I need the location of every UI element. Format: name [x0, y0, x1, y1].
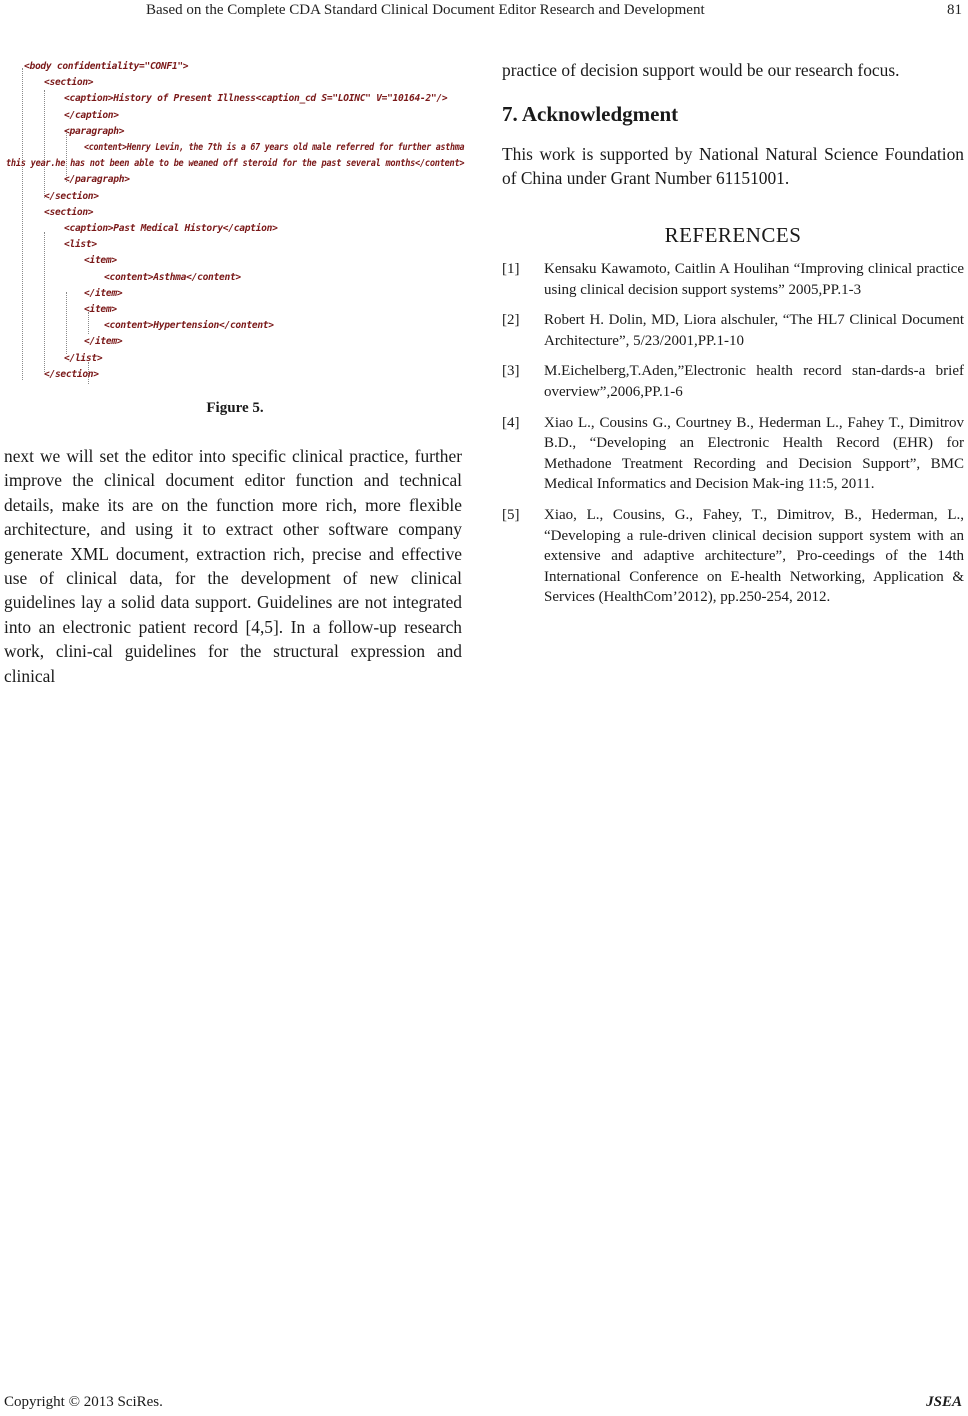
references-heading: REFERENCES: [664, 223, 802, 247]
xml-line: </item>: [84, 336, 123, 348]
reference-item: [502, 310, 964, 351]
xml-line: <caption>Past Medical History</caption>: [64, 223, 278, 234]
reference-text: Kensaku Kawamoto, Caitlin A Houlihan “Improving clinical practice using clinical decision support systems” 2005,PP.1-3: [544, 261, 964, 298]
xml-line: </section>: [44, 368, 99, 380]
reference-number: [5]: [502, 506, 520, 523]
page-number: 81: [947, 2, 962, 18]
xml-line: <item>: [84, 304, 117, 315]
xml-line: <section>: [44, 77, 94, 89]
xml-line: <content>Henry Levin, the 7th is a 67 years old male referred for further asthma: [84, 142, 465, 153]
body-paragraph-right: practice of decision support would be our research focus.: [502, 60, 900, 80]
xml-line: <body confidentiality="CONF1">: [24, 61, 189, 72]
section-heading: 7. Acknowledgment: [502, 102, 679, 126]
reference-text: Xiao L., Cousins G., Courtney B., Hederman L., Fahey T., Dimitrov B.D., “Developing an Electronic Health Record (EHR) for Methadone Treatment Recording and Decision Support”, BMC Medical Informatics and Decision Mak-ing 11:5, 2011.: [544, 414, 964, 493]
reference-text: Robert H. Dolin, MD, Liora alschuler, “The HL7 Clinical Document Architecture”, 5/23/2001,PP.1-10: [544, 312, 964, 349]
xml-line: </section>: [44, 190, 99, 202]
copyright: Copyright © 2013 SciRes.: [4, 1394, 163, 1410]
xml-line: </caption>: [64, 109, 119, 121]
xml-line: <content>Hypertension</content>: [104, 320, 274, 332]
acknowledgment-text: This work is supported by National Natural Science Foundation of China under Grant Number 61151001.: [502, 144, 964, 189]
reference-number: [3]: [502, 363, 520, 380]
reference-number: [4]: [502, 414, 520, 431]
figure-caption: Figure 5.: [206, 400, 264, 416]
xml-line: </item>: [84, 287, 123, 299]
xml-line: <caption>History of Present Illness<caption_cd S="LOINC" V="10164-2"/>: [64, 93, 448, 105]
xml-line: this year.he has not been able to be weaned off steroid for the past several months</content>: [6, 158, 465, 170]
reference-text: Xiao, L., Cousins, G., Fahey, T., Dimitrov, B., Hederman, L., “Developing a rule-driven clinical decision support system with an extensive and adaptive architecture”, Pro-ceedings of the 14th International Conference on E-health Networking, Application & Services (HealthCom’2012), pp.250-254, 2012.: [544, 506, 964, 606]
xml-line: </paragraph>: [64, 174, 130, 186]
xml-figure: [6, 52, 464, 388]
journal-abbrev: JSEA: [926, 1394, 962, 1410]
xml-line: <list>: [64, 239, 97, 251]
xml-line: <item>: [84, 255, 117, 267]
xml-line: <content>Asthma</content>: [104, 271, 241, 283]
reference-text: M.Eichelberg,T.Aden,”Electronic health record stan-dards-a brief overview”,2006,PP.1-6: [544, 363, 964, 400]
reference-item: [502, 259, 964, 300]
body-paragraph-left: next we will set the editor into specific clinical practice, further improve the clinical document editor function and technical details, make its are on the function more rich, more flexible architecture, and using it to extract other software company generate XML document, extraction rich, precise and effective use of clinical data, for the development of new clinical guidelines lay a solid data support. Guidelines are not integrated into an electronic patient record [4,5]. In a follow-up research work, clini-cal guidelines for the structural expression and clinical: [4, 446, 462, 686]
reference-number: [2]: [502, 312, 520, 329]
reference-item: [502, 413, 964, 495]
running-title: Based on the Complete CDA Standard Clinical Document Editor Research and Development: [146, 2, 705, 18]
page-header: [0, 0, 968, 26]
xml-line: <paragraph>: [64, 125, 125, 137]
reference-item: [502, 505, 964, 608]
reference-number: [1]: [502, 261, 520, 277]
reference-item: [502, 361, 964, 402]
xml-line: <section>: [44, 206, 94, 218]
reference-list: [502, 259, 964, 618]
xml-line: </list>: [64, 352, 103, 364]
